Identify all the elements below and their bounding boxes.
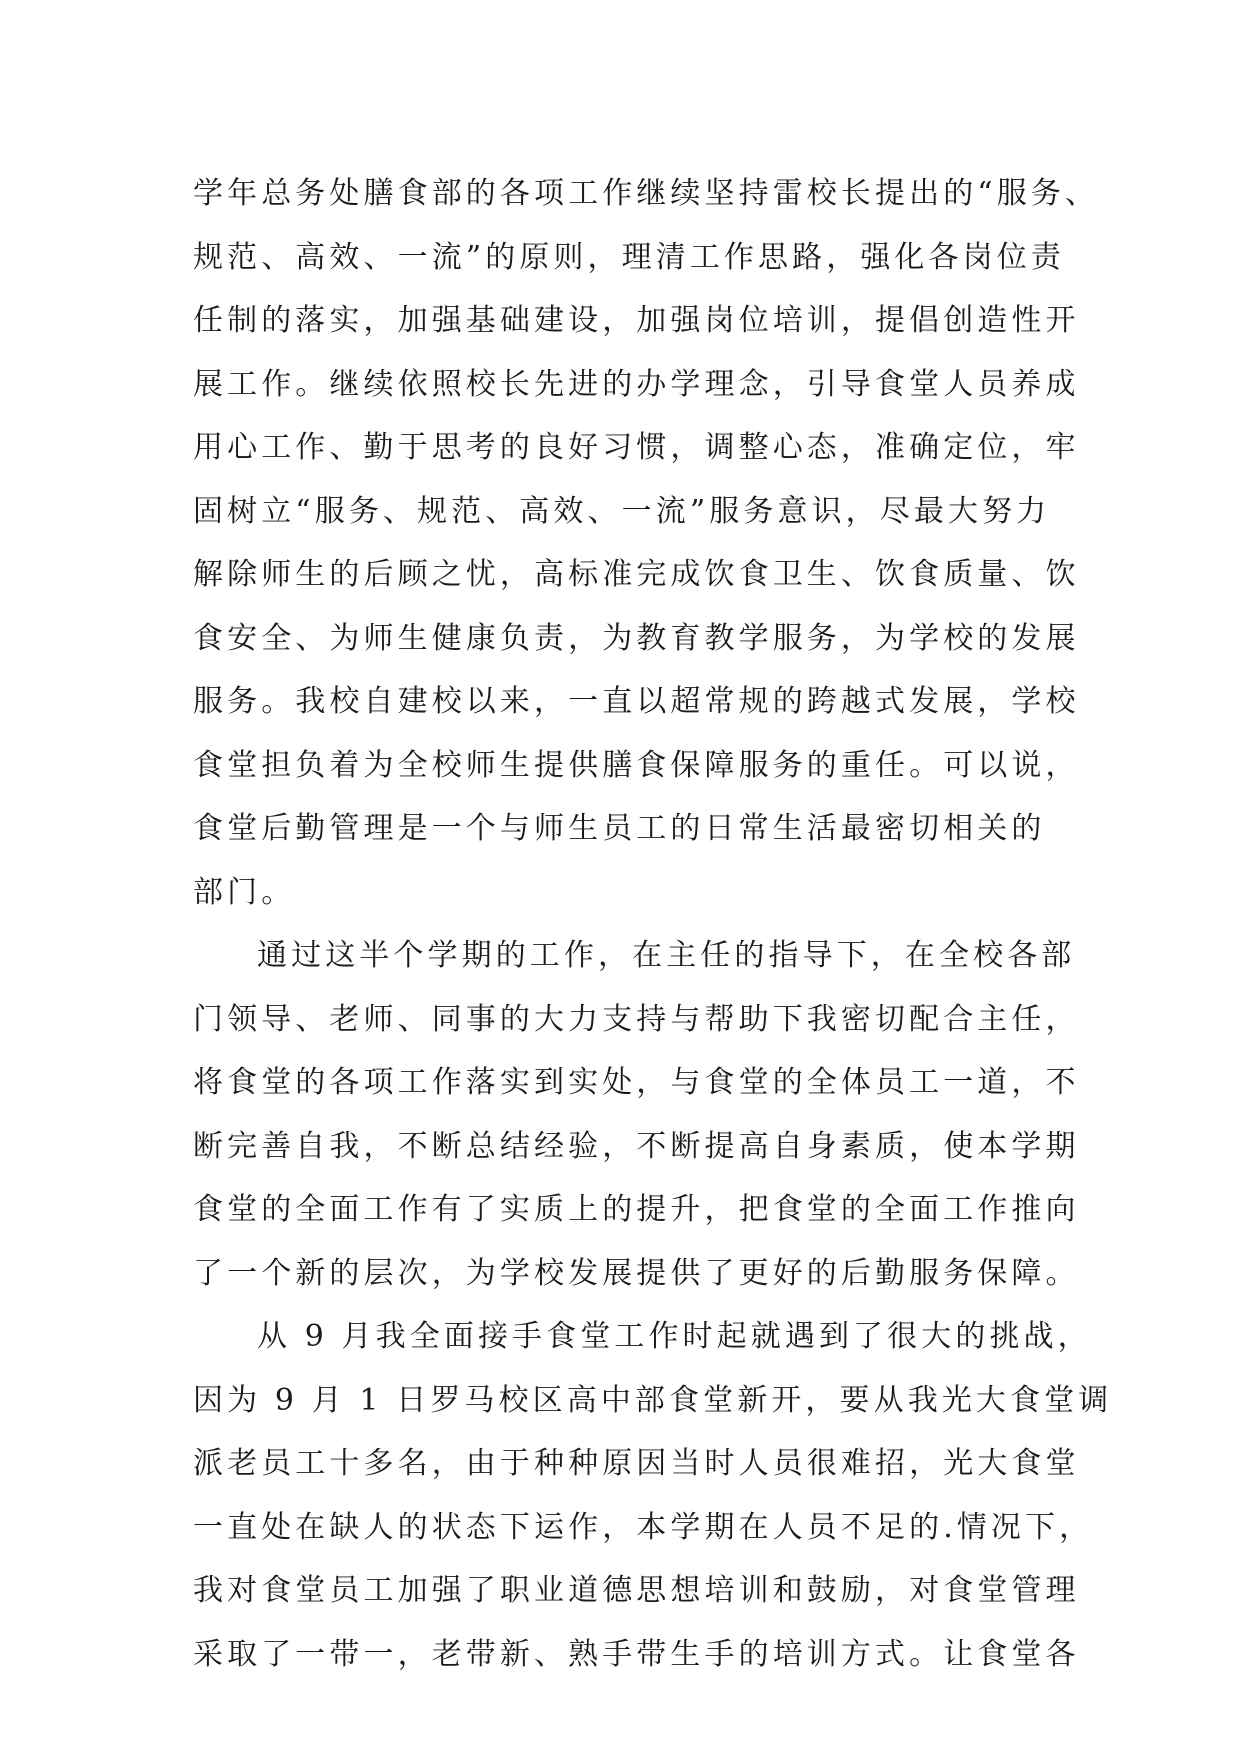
text-line: 因为 9 月 1 日罗马校区高中部食堂新开，要从我光大食堂调	[193, 1382, 1113, 1418]
text-line: 了一个新的层次，为学校发展提供了更好的后勤服务保障。	[193, 1255, 1080, 1291]
text-line: 门领导、老师、同事的大力支持与帮助下我密切配合主任，	[193, 1001, 1080, 1037]
text-line: 展工作。继续依照校长先进的办学理念，引导食堂人员养成	[193, 366, 1080, 402]
text-line: 固树立“服务、规范、高效、一流”服务意识，尽最大努力	[193, 493, 1051, 529]
text-line: 食堂的全面工作有了实质上的提升，把食堂的全面工作推向	[193, 1192, 1080, 1227]
text-line: 规范、高效、一流”的原则，理清工作思路，强化各岗位责	[193, 239, 1065, 275]
text-line: 用心工作、勤于思考的良好习惯，调整心态，准确定位，牢	[193, 430, 1080, 465]
paragraph-start-line: 从 9 月我全面接手食堂工作时起就遇到了很大的挑战，	[257, 1319, 1092, 1354]
text-line: 食堂担负着为全校师生提供膳食保障服务的重任。可以说，	[193, 747, 1080, 783]
text-line: 采取了一带一，老带新、熟手带生手的培训方式。让食堂各	[193, 1636, 1080, 1672]
body-text	[193, 162, 1113, 1686]
text-line: 任制的落实，加强基础建设，加强岗位培训，提倡创造性开	[193, 303, 1080, 338]
text-line: 将食堂的各项工作落实到实处，与食堂的全体员工一道，不	[193, 1065, 1080, 1100]
text-line: 我对食堂员工加强了职业道德思想培训和鼓励，对食堂管理	[193, 1573, 1080, 1608]
text-line: 学年总务处膳食部的各项工作继续坚持雷校长提出的“服务、	[193, 176, 1100, 211]
text-line: 部门。	[193, 874, 296, 910]
text-line: 断完善自我，不断总结经验，不断提高自身素质，使本学期	[193, 1128, 1080, 1164]
text-line: 一直处在缺人的状态下运作，本学期在人员不足的.情况下，	[193, 1509, 1094, 1545]
text-line: 解除师生的后顾之忧，高标准完成饮食卫生、饮食质量、饮	[193, 557, 1080, 592]
text-line: 服务。我校自建校以来，一直以超常规的跨越式发展，学校	[193, 684, 1080, 719]
text-line: 派老员工十多名，由于种种原因当时人员很难招，光大食堂	[193, 1446, 1080, 1481]
text-line: 食堂后勤管理是一个与师生员工的日常生活最密切相关的	[193, 811, 1046, 846]
paragraph-start-line: 通过这半个学期的工作，在主任的指导下，在全校各部	[257, 938, 1076, 973]
text-line: 食安全、为师生健康负责，为教育教学服务，为学校的发展	[193, 620, 1080, 656]
